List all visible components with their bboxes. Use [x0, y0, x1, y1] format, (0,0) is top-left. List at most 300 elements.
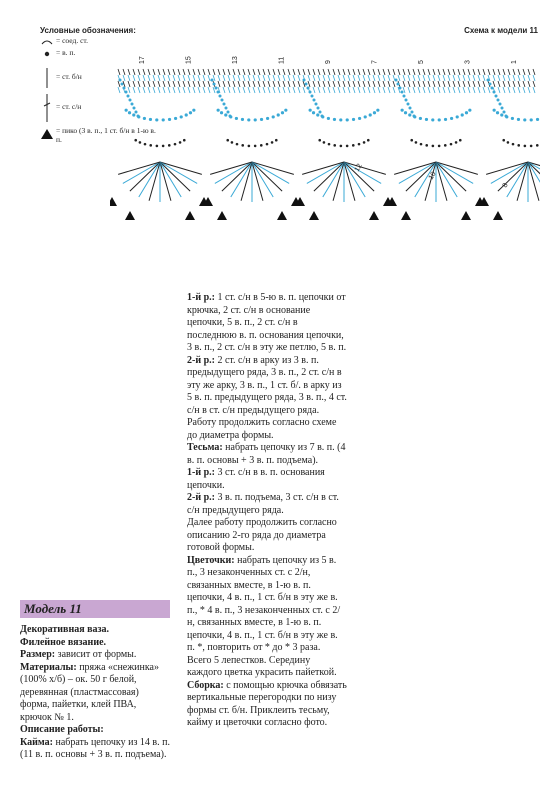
chain-stitch-dot: [137, 115, 140, 118]
chain-stitch-dot: [211, 79, 214, 82]
stitch-mark: [343, 87, 345, 93]
stitch-mark: [333, 81, 335, 87]
stitch-mark: [478, 87, 480, 93]
stitch-mark: [243, 87, 245, 93]
chain-stitch-dot: [408, 113, 411, 116]
stitch-mark: [273, 81, 275, 87]
stitch-mark: [368, 81, 370, 87]
stitch-mark: [248, 87, 250, 93]
chain-stitch-dot: [134, 139, 137, 142]
stitch-mark: [398, 69, 400, 75]
row-number-label: 8: [501, 182, 510, 189]
stitch-mark: [438, 69, 440, 75]
chain-stitch-dot: [339, 118, 342, 121]
chain-stitch-dot: [119, 79, 122, 82]
stitch-mark: [263, 75, 265, 81]
chain-stitch-dot: [333, 118, 336, 121]
stitch-mark: [208, 69, 210, 75]
stitch-mark: [528, 75, 530, 81]
stitch-mark: [413, 81, 415, 87]
stitch-mark: [418, 87, 420, 93]
stitch-mark: [518, 81, 520, 87]
chain-stitch-dot: [367, 139, 370, 142]
stitch-mark: [228, 75, 230, 81]
stitch-mark: [228, 69, 230, 75]
stitch-mark: [368, 75, 370, 81]
stitch-mark: [468, 69, 470, 75]
stitch-mark: [328, 69, 330, 75]
legend-item-double-crochet: = ст. с/н: [40, 93, 160, 123]
stitch-mark: [378, 87, 380, 93]
chain-stitch-dot: [432, 145, 435, 148]
stitch-mark: [533, 87, 535, 93]
stitch-mark: [458, 81, 460, 87]
stitch-mark: [178, 87, 180, 93]
stitch-mark: [308, 81, 310, 87]
stitch-mark: [378, 81, 380, 87]
stitch-mark: [443, 69, 445, 75]
double-crochet-icon: [40, 93, 56, 123]
stitch-mark: [268, 69, 270, 75]
stitch-mark: [253, 69, 255, 75]
chain-stitch-dot: [131, 103, 134, 106]
stitch-mark: [298, 69, 300, 75]
stitch-mark: [353, 69, 355, 75]
stitch-mark: [283, 69, 285, 75]
stitch-mark: [498, 75, 500, 81]
stitch-mark: [138, 75, 140, 81]
stitch-mark: [253, 81, 255, 87]
chain-stitch-dot: [468, 109, 471, 112]
stitch-mark: [453, 87, 455, 93]
stitch-mark: [523, 75, 525, 81]
chain-stitch-dot: [536, 118, 539, 121]
chain-stitch-dot: [410, 139, 413, 142]
stitch-mark: [263, 87, 265, 93]
chain-stitch-dot: [313, 99, 316, 102]
stitch-mark: [318, 69, 320, 75]
chain-stitch-dot: [226, 139, 229, 142]
stitch-mark: [203, 81, 205, 87]
stitch-mark: [483, 87, 485, 93]
model-description: [20, 600, 170, 762]
stitch-mark: [208, 75, 210, 81]
stitch-mark: [258, 75, 260, 81]
stitch-mark: [388, 69, 390, 75]
picot-mark: [369, 211, 379, 220]
stitch-mark: [343, 81, 345, 87]
tape-instruction: Тесьма: набрать цепочку из 7 в. п. (4 в. п. основы + 3 в. п. подъема).: [187, 442, 346, 466]
stitch-mark: [268, 81, 270, 87]
stitch-mark: [353, 81, 355, 87]
chain-stitch-dot: [517, 118, 520, 121]
stitch-mark: [458, 69, 460, 75]
row-number-label: 1: [511, 60, 518, 64]
scheme-title: Схема к модели 11: [464, 26, 538, 35]
chain-stitch-dot: [505, 115, 508, 118]
chain-stitch-dot: [162, 118, 165, 121]
stitch-mark: [498, 81, 500, 87]
stitch-mark: [248, 81, 250, 87]
chain-stitch-dot: [224, 113, 227, 116]
stitch-mark: [243, 75, 245, 81]
stitch-mark: [448, 87, 450, 93]
stitch-mark: [353, 87, 355, 93]
chain-stitch-dot: [309, 91, 312, 94]
stitch-mark: [493, 69, 495, 75]
stitch-mark: [483, 81, 485, 87]
stitch-mark: [453, 81, 455, 87]
stitch-mark: [253, 75, 255, 81]
stitch-mark: [408, 81, 410, 87]
chain-stitch-dot: [149, 144, 152, 147]
stitch-mark: [533, 81, 535, 87]
legend-item-single-crochet: = ст. б/н: [40, 67, 160, 89]
chain-stitch-dot: [183, 139, 186, 142]
chain-stitch-dot: [162, 145, 165, 148]
stitch-mark: [163, 81, 165, 87]
stitch-mark: [473, 69, 475, 75]
work-title: Описание работы:: [20, 724, 104, 736]
stitch-mark: [283, 87, 285, 93]
stitch-mark: [343, 69, 345, 75]
stitch-mark: [318, 81, 320, 87]
stitch-mark: [533, 75, 535, 81]
stitch-mark: [438, 75, 440, 81]
chain-stitch-dot: [168, 144, 171, 147]
stitch-mark: [438, 81, 440, 87]
chain-stitch-dot: [247, 118, 250, 121]
stitch-mark: [223, 75, 225, 81]
chain-stitch-dot: [438, 145, 441, 148]
chain-stitch-dot: [266, 117, 269, 120]
stitch-mark: [433, 75, 435, 81]
stitch-mark: [273, 87, 275, 93]
stitch-mark: [333, 87, 335, 93]
stitch-mark: [453, 75, 455, 81]
chain-stitch-dot: [397, 83, 400, 86]
stitch-mark: [233, 69, 235, 75]
stitch-mark: [473, 81, 475, 87]
stitch-mark: [148, 69, 150, 75]
stitch-mark: [138, 69, 140, 75]
chain-stitch-dot: [333, 144, 336, 147]
chain-stitch-dot: [139, 141, 142, 144]
chain-stitch-dot: [135, 111, 138, 114]
stitch-mark: [358, 75, 360, 81]
chain-stitch-dot: [215, 87, 218, 90]
single-crochet-icon: [40, 67, 56, 89]
row-number-label: 17: [139, 56, 146, 64]
picot-mark: [401, 211, 411, 220]
stitch-mark: [388, 87, 390, 93]
stitch-mark: [138, 81, 140, 87]
stitch-mark: [243, 81, 245, 87]
stitch-mark: [523, 69, 525, 75]
stitch-mark: [408, 69, 410, 75]
chain-stitch-dot: [219, 95, 222, 98]
stitch-mark: [473, 75, 475, 81]
stitch-mark: [238, 81, 240, 87]
stitch-mark: [448, 69, 450, 75]
chain-stitch-dot: [241, 118, 244, 121]
stitch-mark: [178, 69, 180, 75]
stitch-mark: [433, 87, 435, 93]
stitch-mark: [193, 75, 195, 81]
chain-stitch-dot: [438, 118, 441, 121]
stitch-mark: [183, 75, 185, 81]
stitch-mark: [158, 69, 160, 75]
stitch-mark: [303, 87, 305, 93]
chain-stitch-dot: [125, 91, 128, 94]
stitch-mark: [403, 75, 405, 81]
chain-stitch-dot: [305, 83, 308, 86]
stitch-mark: [118, 81, 120, 87]
stitch-mark: [198, 81, 200, 87]
chain-stitch-dot: [323, 141, 326, 144]
stitch-mark: [218, 75, 220, 81]
model-technique: Филейное вязание.: [20, 636, 107, 648]
stitch-mark: [528, 81, 530, 87]
stitch-mark: [508, 81, 510, 87]
stitch-mark: [133, 87, 135, 93]
stitch-mark: [208, 87, 210, 93]
row-number-label: 9: [325, 60, 332, 64]
stitch-mark: [518, 75, 520, 81]
chain-stitch-dot: [407, 103, 410, 106]
stitch-mark: [253, 87, 255, 93]
stitch-mark: [233, 87, 235, 93]
chain-stitch-dot: [497, 99, 500, 102]
stitch-mark: [508, 87, 510, 93]
stitch-mark: [223, 87, 225, 93]
stitch-mark: [383, 87, 385, 93]
stitch-mark: [373, 81, 375, 87]
stitch-mark: [213, 69, 215, 75]
row-number-label: 12: [353, 162, 364, 173]
chain-stitch-dot: [358, 117, 361, 120]
stitch-mark: [288, 75, 290, 81]
stitch-mark: [333, 69, 335, 75]
chain-stitch-dot: [318, 139, 321, 142]
stitch-mark: [323, 75, 325, 81]
chain-stitch-dot: [284, 109, 287, 112]
stitch-mark: [468, 81, 470, 87]
stitch-mark: [518, 87, 520, 93]
stitch-mark: [153, 81, 155, 87]
stitch-mark: [513, 75, 515, 81]
stitch-mark: [468, 87, 470, 93]
stitch-mark: [443, 75, 445, 81]
chain-stitch-dot: [227, 111, 230, 114]
chain-stitch-dot: [217, 109, 220, 112]
chain-stitch-dot: [413, 115, 416, 118]
stitch-mark: [493, 75, 495, 81]
chain-stitch-dot: [409, 107, 412, 110]
chain-stitch-dot: [248, 145, 251, 148]
stitch-mark: [453, 69, 455, 75]
stitch-mark: [438, 87, 440, 93]
stitch-mark: [158, 75, 160, 81]
stitch-mark: [418, 75, 420, 81]
stitch-mark: [413, 75, 415, 81]
chain-stitch-dot: [444, 144, 447, 147]
chain-stitch-dot: [260, 118, 263, 121]
stitch-mark: [273, 69, 275, 75]
chain-stitch-dot: [174, 143, 177, 146]
chain-stitch-dot: [401, 109, 404, 112]
chain-stitch-dot: [459, 139, 462, 142]
chain-stitch-dot: [307, 87, 310, 90]
chain-stitch-dot: [373, 111, 376, 114]
stitch-mark: [298, 87, 300, 93]
stitch-mark: [288, 81, 290, 87]
stitch-mark: [128, 75, 130, 81]
stitch-mark: [278, 87, 280, 93]
chain-stitch-dot: [180, 115, 183, 118]
stitch-mark: [268, 75, 270, 81]
stitch-mark: [498, 87, 500, 93]
stitch-mark: [303, 69, 305, 75]
model-name: Декоративная ваза.: [20, 624, 110, 636]
stitch-mark: [358, 87, 360, 93]
tape-row-1: 1-й р.: 3 ст. с/н в в. п. основания цепочки.: [187, 467, 325, 491]
chain-stitch-dot: [493, 91, 496, 94]
chain-stitch-dot: [401, 91, 404, 94]
stitch-mark: [328, 81, 330, 87]
chain-stitch-dot: [121, 83, 124, 86]
stitch-mark: [183, 69, 185, 75]
assembly-instruction: Сборка: с помощью крючка обвязать вертикальные перегородки по низу формы ст. б/н. Приклеить тесьму, кайму и цветочки согласно фото.: [187, 679, 347, 728]
stitch-mark: [148, 81, 150, 87]
picot-mark: [110, 197, 117, 206]
stitch-mark: [283, 75, 285, 81]
stitch-mark: [408, 75, 410, 81]
stitch-mark: [463, 69, 465, 75]
picot-mark: [185, 211, 195, 220]
chain-stitch-dot: [456, 115, 459, 118]
stitch-mark: [203, 69, 205, 75]
continue-text: Работу продолжить согласно схеме до диаметра формы.: [187, 417, 337, 441]
chain-stitch-dot: [317, 107, 320, 110]
chain-stitch-icon: [40, 49, 56, 59]
stitch-mark: [293, 75, 295, 81]
picot-mark: [217, 211, 227, 220]
stitch-mark: [523, 81, 525, 87]
chain-stitch-dot: [129, 99, 132, 102]
chain-stitch-dot: [461, 113, 464, 116]
chain-stitch-dot: [369, 113, 372, 116]
picot-mark: [125, 211, 135, 220]
chain-stitch-dot: [221, 99, 224, 102]
stitch-mark: [388, 81, 390, 87]
chain-stitch-dot: [179, 141, 182, 144]
chain-stitch-dot: [411, 111, 414, 114]
chain-stitch-dot: [143, 117, 146, 120]
chain-stitch-dot: [235, 117, 238, 120]
stitch-mark: [183, 87, 185, 93]
chain-stitch-dot: [501, 107, 504, 110]
stitch-mark: [383, 69, 385, 75]
chain-stitch-dot: [489, 83, 492, 86]
chain-stitch-dot: [156, 145, 159, 148]
stitch-mark: [488, 87, 490, 93]
stitch-mark: [503, 87, 505, 93]
stitch-mark: [348, 75, 350, 81]
stitch-mark: [233, 75, 235, 81]
stitch-mark: [383, 81, 385, 87]
stitch-mark: [188, 81, 190, 87]
chain-stitch-dot: [431, 118, 434, 121]
stitch-mark: [248, 75, 250, 81]
stitch-mark: [143, 87, 145, 93]
stitch-mark: [258, 69, 260, 75]
stitch-mark: [183, 81, 185, 87]
chain-stitch-dot: [493, 109, 496, 112]
row-number-label: 15: [185, 56, 193, 64]
stitch-mark: [378, 75, 380, 81]
stitch-mark: [373, 87, 375, 93]
stitch-mark: [268, 87, 270, 93]
stitch-mark: [408, 87, 410, 93]
stitch-mark: [188, 69, 190, 75]
stitch-mark: [528, 87, 530, 93]
rim-line: Кайма: набрать цепочку из 14 в. п. (11 в. п. основы + 3 в. п. подъема).: [20, 736, 170, 761]
stitch-mark: [288, 69, 290, 75]
stitch-mark: [463, 87, 465, 93]
stitch-mark: [143, 69, 145, 75]
stitch-mark: [473, 87, 475, 93]
stitch-mark: [428, 75, 430, 81]
stitch-mark: [133, 75, 135, 81]
picot-icon: [40, 127, 56, 141]
stitch-mark: [193, 81, 195, 87]
stitch-mark: [118, 69, 120, 75]
stitch-mark: [218, 81, 220, 87]
stitch-mark: [363, 69, 365, 75]
legend-item-slip-stitch: = соед. ст.: [40, 37, 160, 47]
stitch-mark: [163, 75, 165, 81]
stitch-mark: [373, 69, 375, 75]
chain-stitch-dot: [495, 95, 498, 98]
stitch-mark: [123, 75, 125, 81]
chain-stitch-dot: [450, 143, 453, 146]
chain-stitch-dot: [309, 109, 312, 112]
stitch-mark: [163, 87, 165, 93]
chain-stitch-dot: [425, 144, 428, 147]
chain-stitch-dot: [272, 115, 275, 118]
stitch-mark: [128, 87, 130, 93]
tape-row-2: 2-й р.: 3 в. п. подъема, 3 ст. с/н в ст. с/н предыдущего ряда.: [187, 492, 339, 516]
chain-stitch-dot: [399, 87, 402, 90]
stitch-mark: [313, 75, 315, 81]
chain-stitch-dot: [405, 99, 408, 102]
crochet-scheme-diagram: [110, 52, 540, 252]
stitch-mark: [403, 69, 405, 75]
stitch-mark: [398, 75, 400, 81]
stitch-mark: [318, 75, 320, 81]
stitch-mark: [403, 81, 405, 87]
stitch-mark: [173, 69, 175, 75]
chain-stitch-dot: [530, 118, 533, 121]
chain-stitch-dot: [450, 117, 453, 120]
chain-stitch-dot: [275, 139, 278, 142]
stitch-mark: [173, 75, 175, 81]
stitch-mark: [258, 81, 260, 87]
stitch-mark: [503, 69, 505, 75]
chain-stitch-dot: [363, 141, 366, 144]
stitch-mark: [328, 87, 330, 93]
